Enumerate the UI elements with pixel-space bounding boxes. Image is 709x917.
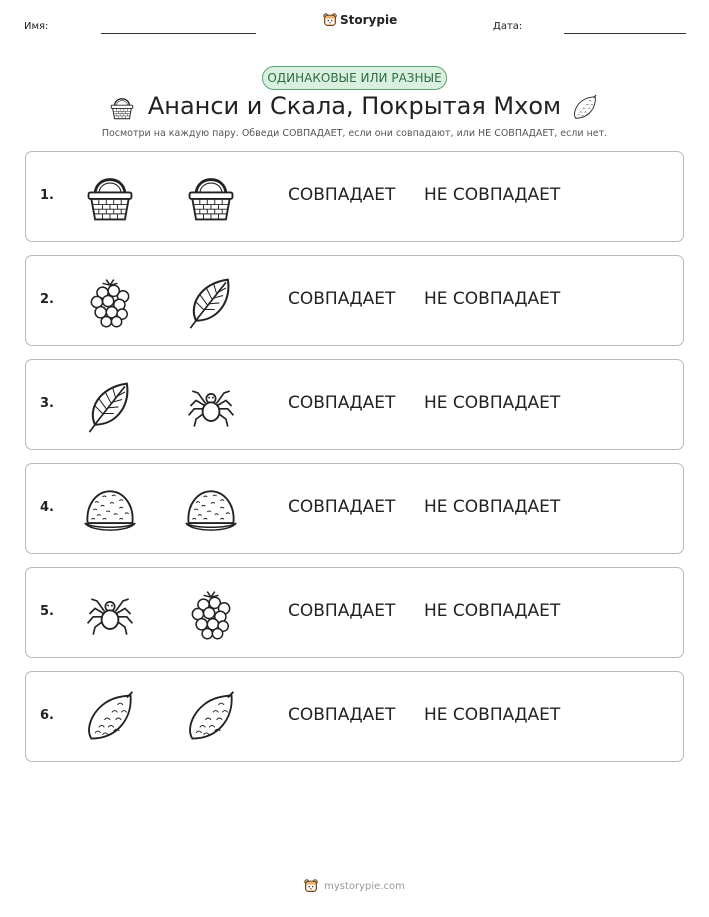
question-number: 6. — [40, 708, 54, 723]
name-label: Имя: — [24, 21, 49, 32]
instruction-text: Посмотри на каждую пару. Обведи СОВПАДАЕТ, если они совпадают, или НЕ СОВПАДАЕТ, если нет. — [101, 128, 608, 139]
berry-icon — [82, 274, 138, 330]
question-number: 2. — [40, 292, 54, 307]
question-row-2 — [25, 255, 684, 346]
date-line[interactable] — [564, 33, 686, 34]
question-number: 5. — [40, 604, 54, 619]
different-option[interactable]: НЕ СОВПАДАЕТ — [424, 497, 561, 517]
different-option[interactable]: НЕ СОВПАДАЕТ — [424, 185, 561, 205]
name-line[interactable] — [101, 33, 256, 34]
different-option[interactable]: НЕ СОВПАДАЕТ — [424, 705, 561, 725]
seed-pod-icon — [183, 690, 239, 746]
question-row-6 — [25, 671, 684, 762]
worksheet-type-badge: ОДИНАКОВЫЕ ИЛИ РАЗНЫЕ — [262, 66, 447, 90]
footer — [0, 879, 709, 893]
question-number: 1. — [40, 188, 54, 203]
seed-pod-icon — [82, 690, 138, 746]
question-number: 4. — [40, 500, 54, 515]
same-option[interactable]: СОВПАДАЕТ — [288, 601, 396, 621]
question-row-3 — [25, 359, 684, 450]
page-title: Ананси и Скала, Покрытая Мхом — [147, 92, 562, 120]
footer-url[interactable]: mystorypie.com — [324, 880, 405, 892]
storypie-logo — [323, 13, 397, 27]
different-option[interactable]: НЕ СОВПАДАЕТ — [424, 601, 561, 621]
same-option[interactable]: СОВПАДАЕТ — [288, 289, 396, 309]
basket-icon — [108, 94, 136, 122]
date-label: Дата: — [493, 21, 523, 32]
spider-icon — [183, 378, 239, 434]
basket-icon — [82, 170, 138, 226]
same-option[interactable]: СОВПАДАЕТ — [288, 497, 396, 517]
brand-name: Storypie — [340, 13, 398, 27]
title-row — [0, 92, 709, 120]
moss-rock-icon — [183, 482, 239, 538]
leaf-icon — [82, 378, 138, 434]
question-row-1 — [25, 151, 684, 242]
basket-icon — [183, 170, 239, 226]
same-option[interactable]: СОВПАДАЕТ — [288, 705, 396, 725]
berry-icon — [183, 586, 239, 642]
bear-logo-icon — [323, 13, 337, 27]
question-number: 3. — [40, 396, 54, 411]
leaf-icon — [183, 274, 239, 330]
different-option[interactable]: НЕ СОВПАДАЕТ — [424, 393, 561, 413]
bear-logo-icon — [304, 879, 318, 893]
same-option[interactable]: СОВПАДАЕТ — [288, 185, 396, 205]
same-option[interactable]: СОВПАДАЕТ — [288, 393, 396, 413]
seed-pod-icon — [571, 94, 599, 122]
question-row-4 — [25, 463, 684, 554]
question-row-5 — [25, 567, 684, 658]
moss-rock-icon — [82, 482, 138, 538]
different-option[interactable]: НЕ СОВПАДАЕТ — [424, 289, 561, 309]
spider-icon — [82, 586, 138, 642]
